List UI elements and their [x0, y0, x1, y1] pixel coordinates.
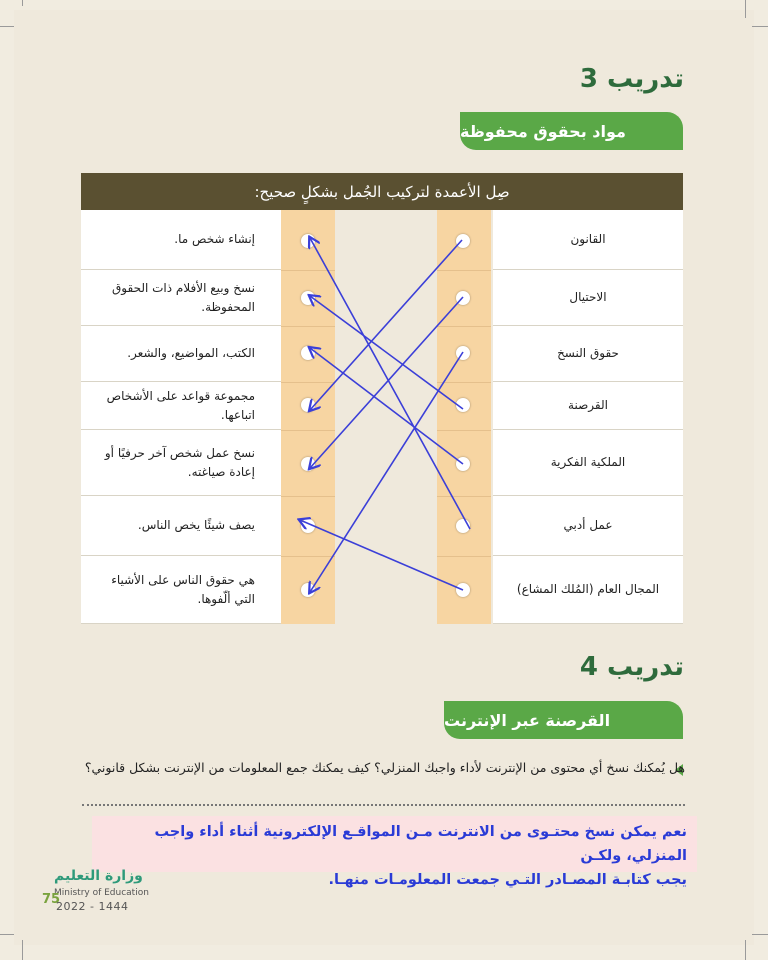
- left-item: الكتب، المواضيع، والشعر.: [81, 326, 281, 382]
- edition-year: 2022 - 1444: [56, 900, 129, 913]
- match-line: [310, 296, 463, 409]
- page-number: 75: [42, 892, 61, 907]
- left-item: مجموعة قواعد على الأشخاص اتباعها.: [81, 382, 281, 430]
- training4-banner: القرصنة عبر الإنترنت: [444, 701, 683, 739]
- ministry-name: Ministry of Education: [54, 888, 149, 898]
- answer-line-1: نعم يمكن نسخ محتـوى من الانترنت مـن المواقـع الإلكترونية أثناء أداء واجب المنزلي، ولكـن: [154, 824, 687, 864]
- matching-instruction: صِل الأعمدة لتركيب الجُمل بشكلٍ صحيح:: [81, 173, 683, 210]
- right-item: القانون: [493, 210, 683, 270]
- right-item: القرصنة: [493, 382, 683, 430]
- training3-banner: مواد بحقوق محفوظة: [460, 112, 683, 150]
- right-item: الملكية الفكرية: [493, 430, 683, 496]
- ministry-logo: وزارة التعليم: [54, 868, 143, 884]
- right-item: المجال العام (المُلك المشاع): [493, 556, 683, 624]
- left-item: يصف شيئًا يخص الناس.: [81, 496, 281, 556]
- left-item: هي حقوق الناس على الأشياء التي ألّفوها.: [81, 556, 281, 624]
- right-item: الاحتيال: [493, 270, 683, 326]
- answer-line-2: يجب كتابـة المصـادر التـي جمعت المعلومـات منهـا.: [328, 872, 687, 888]
- answer-dotted-line: [82, 804, 685, 806]
- training3-title: تدريب 3: [579, 64, 684, 94]
- left-item: إنشاء شخص ما.: [81, 210, 281, 270]
- match-line: [310, 297, 463, 468]
- right-item: حقوق النسخ: [493, 326, 683, 382]
- match-line: [310, 348, 463, 464]
- match-line: [310, 240, 462, 410]
- left-item: نسخ وبيع الأفلام ذات الحقوق المحفوظة.: [81, 270, 281, 326]
- training4-title: تدريب 4: [579, 652, 684, 682]
- right-item: عمل أدبي: [493, 496, 683, 556]
- left-item: نسخ عمل شخص آخر حرفيًا أو إعادة صياغته.: [81, 430, 281, 496]
- match-line: [310, 352, 463, 592]
- match-line: [300, 520, 463, 590]
- training4-question: هل يُمكنك نسخ أي محتوى من الإنترنت لأداء واجبك المنزلي؟ كيف يمكنك جمع المعلومات من الإنترنت بشكل قانوني؟: [84, 760, 685, 775]
